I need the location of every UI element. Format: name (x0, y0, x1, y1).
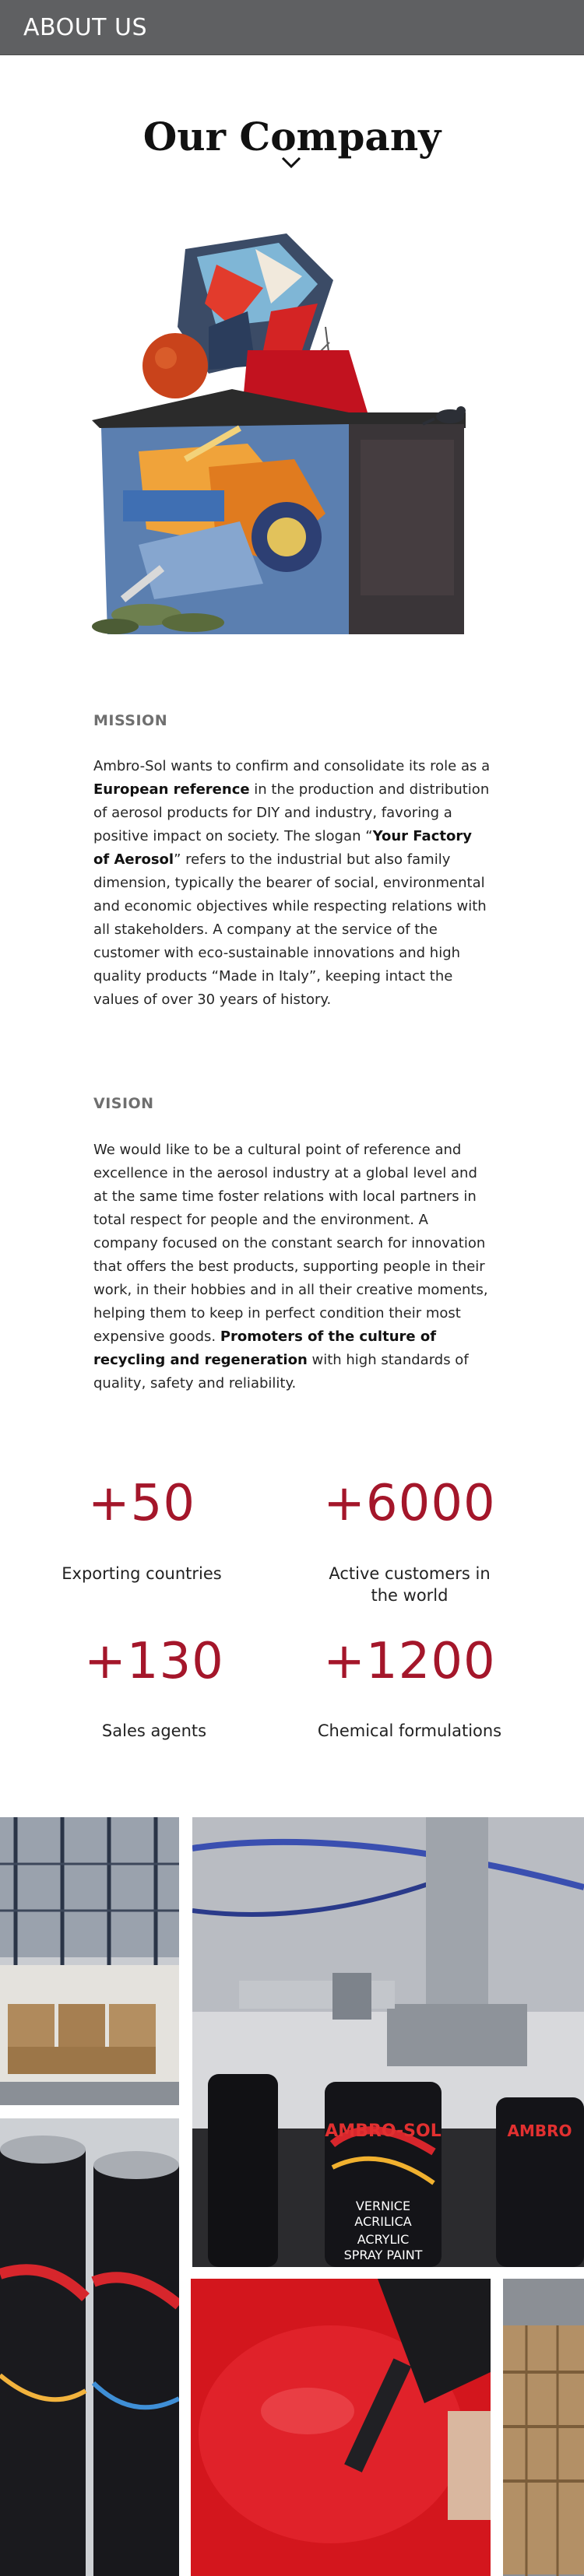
top-header-bar (0, 0, 584, 55)
mission-emphasis-slogan: Your Factory of Aerosol (93, 828, 472, 868)
can-brand-text: AMBRO-SOL (325, 2122, 442, 2141)
stat-exporting-countries-value: +50 (87, 1475, 196, 1532)
stat-chemical-formulations-label: Chemical formulations (317, 1721, 502, 1740)
mission-heading: MISSION (93, 712, 168, 729)
can-label-spray-paint: SPRAY PAINT (343, 2248, 423, 2262)
can-brand-short-text: AMBRO (507, 2122, 572, 2140)
can-label-vernice: VERNICE (355, 2199, 411, 2213)
chevron-down-icon[interactable] (281, 156, 301, 170)
hero-collage-image (92, 233, 493, 634)
photo-red-paint-mixing (191, 2279, 491, 2576)
page-section-title: ABOUT US (23, 14, 148, 41)
stat-sales-agents-value: +130 (84, 1633, 224, 1690)
stat-sales-agents-label: Sales agents (101, 1721, 207, 1740)
vision-emphasis-recycling: Promoters of the culture of recycling and regeneration (93, 1328, 437, 1368)
stat-active-customers-value: +6000 (323, 1475, 496, 1532)
photo-filling-valve-spray-cans (192, 1817, 584, 2267)
mission-paragraph: Ambro-Sol wants to confirm and consolidate its role as a European reference in the production and distribution of aerosol products for DIY and industry, favoring a positive impact on society. The slogan “Your Factory of Aerosol” refers to the industrial but also family dimension, typically the bearer of social, environmental and economic objectives while respecting relations with all stakeholders. A company at the service of the customer with eco-sustainable innovations and high quality products “Made in Italy”, keeping intact the values of over 30 years of history. (93, 758, 491, 1008)
can-label-acrylic: ACRYLIC (357, 2232, 410, 2247)
photo-spray-cans-closeup (0, 2118, 179, 2576)
photo-warehouse-boxes (0, 1817, 179, 2105)
mission-emphasis-european-reference: European reference (93, 781, 250, 798)
can-label-acrilica: ACRILICA (354, 2214, 412, 2229)
vision-heading: VISION (93, 1095, 154, 1112)
company-title: Our Company (142, 114, 442, 160)
vision-paragraph: We would like to be a cultural point of reference and excellence in the aerosol industry at a global level and at the same time foster relations with local partners in total respect for people and the environment. A company focused on the constant search for innovation that offers the best products, supporting people in their work, in their hobbies and in all their creative moments, helping them to keep in perfect condition their most expensive goods. Promoters of the culture of recycling and regeneration with high standards of quality, safety and reliability. (93, 1142, 488, 1392)
photo-warehouse-shelves (503, 2279, 584, 2576)
stat-chemical-formulations-value: +1200 (323, 1633, 496, 1690)
stat-active-customers-label: Active customers in the world (329, 1564, 491, 1605)
stat-exporting-countries-label: Exporting countries (62, 1564, 222, 1583)
